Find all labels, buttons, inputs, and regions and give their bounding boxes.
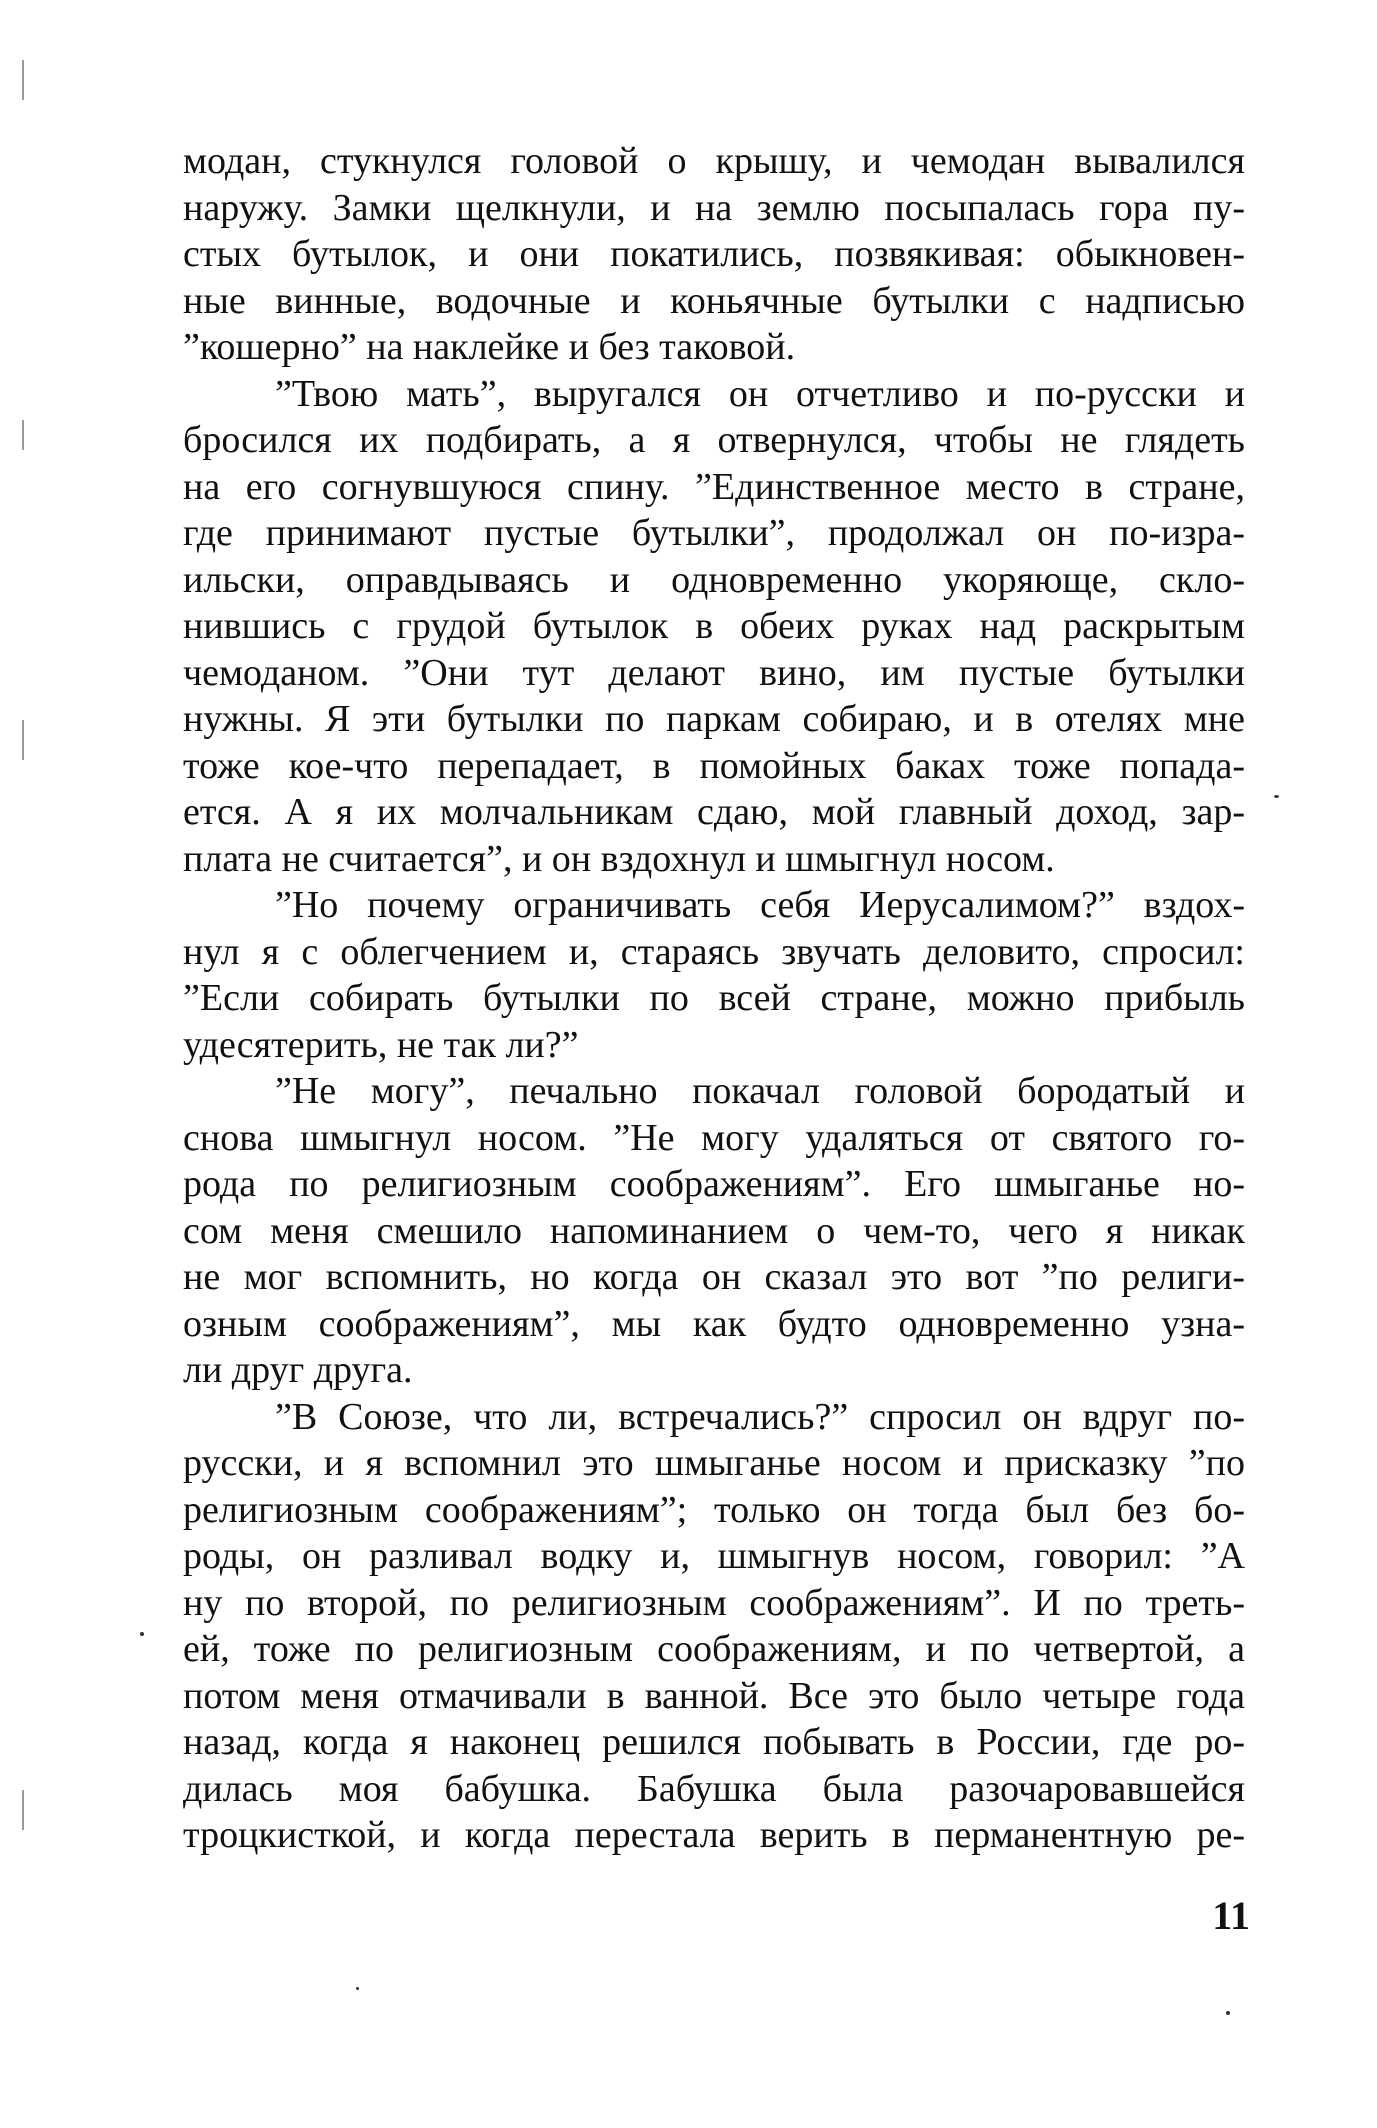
scan-mark xyxy=(22,720,24,760)
text-line: бросился их подбирать, а я отвернулся, чтобы не глядеть xyxy=(183,419,1245,461)
scan-mark xyxy=(22,60,24,100)
text-line: рода по религиозным соображениям”. Его шмыганье но- xyxy=(183,1163,1245,1205)
text-line: на его согнувшуюся спину. ”Единственное место в стране, xyxy=(183,465,1245,508)
text-line: ли друг друга. xyxy=(183,1349,413,1391)
text-line: ильски, оправдываясь и одновременно укоряюще, скло- xyxy=(183,558,1245,601)
text-line: ”Но почему ограничивать себя Иерусалимом?” вздох- xyxy=(275,884,1245,926)
text-line: религиозным соображениям”; только он тогда был без бо- xyxy=(183,1488,1245,1531)
scan-mark xyxy=(22,1790,24,1830)
text-line: дилась моя бабушка. Бабушка была разочаровавшейся xyxy=(183,1767,1245,1810)
text-line: ”В Союзе, что ли, встречались?” спросил он вдруг по- xyxy=(275,1395,1245,1438)
text-line: чемоданом. ”Они тут делают вино, им пустые бутылки xyxy=(183,651,1245,694)
text-line: где принимают пустые бутылки”, продолжал он по-изра- xyxy=(183,512,1245,554)
scan-speck xyxy=(356,1987,359,1990)
text-line: нул я с облегчением и, стараясь звучать деловито, спросил: xyxy=(183,930,1245,973)
scan-speck xyxy=(1274,795,1279,798)
text-line: нужны. Я эти бутылки по паркам собираю, и в отелях мне xyxy=(183,698,1245,740)
text-line: снова шмыгнул носом. ”Не могу удаляться от святого го- xyxy=(183,1116,1245,1159)
text-line: ”кошерно” на наклейке и без таковой. xyxy=(183,326,796,368)
text-line: ей, тоже по религиозным соображениям, и по четвертой, а xyxy=(183,1628,1245,1670)
scan-speck xyxy=(140,1632,144,1636)
text-line: сом меня смешило напоминанием о чем-то, чего я никак xyxy=(183,1209,1245,1252)
text-line: тоже кое-что перепадает, в помойных баках тоже попада- xyxy=(183,744,1245,787)
text-line: русски, и я вспомнил это шмыганье носом и присказку ”по xyxy=(183,1442,1245,1484)
text-line: роды, он разливал водку и, шмыгнув носом, говорил: ”А xyxy=(183,1535,1245,1577)
text-line: озным соображениям”, мы как будто одновременно узна- xyxy=(183,1302,1245,1345)
text-line: потом меня отмачивали в ванной. Все это было четыре года xyxy=(183,1674,1245,1717)
text-line: стых бутылок, и они покатились, позвякивая: обыкновен- xyxy=(183,233,1245,275)
text-line: ”Если собирать бутылки по всей стране, можно прибыль xyxy=(183,977,1245,1019)
text-line: назад, когда я наконец решился побывать в России, где ро- xyxy=(183,1721,1245,1763)
text-line: ные винные, водочные и коньячные бутылки с надписью xyxy=(183,279,1245,322)
text-line: нившись с грудой бутылок в обеих руках над раскрытым xyxy=(183,605,1245,647)
text-line: модан, стукнулся головой о крышу, и чемодан вывалился xyxy=(183,140,1245,182)
text-line: ”Твою мать”, выругался он отчетливо и по-русски и xyxy=(275,372,1245,415)
page-number: 11 xyxy=(1212,1893,1250,1938)
text-line: троцкисткой, и когда перестала верить в перманентную ре- xyxy=(183,1814,1245,1856)
scan-speck xyxy=(1226,2011,1230,2015)
text-line: удесятерить, не так ли?” xyxy=(183,1023,579,1066)
text-line: не мог вспомнить, но когда он сказал это вот ”по религи- xyxy=(183,1256,1245,1298)
text-line: ”Не могу”, печально покачал головой бородатый и xyxy=(275,1070,1245,1112)
text-line: плата не считается”, и он вздохнул и шмыгнул носом. xyxy=(183,837,1055,880)
text-line: наружу. Замки щелкнули, и на землю посыпалась гора пу- xyxy=(183,186,1245,229)
text-line: ну по второй, по религиозным соображениям”. И по треть- xyxy=(183,1581,1245,1624)
body-text xyxy=(183,138,1245,1859)
scan-mark xyxy=(22,420,24,450)
text-line: ется. А я их молчальникам сдаю, мой главный доход, зар- xyxy=(183,791,1245,833)
